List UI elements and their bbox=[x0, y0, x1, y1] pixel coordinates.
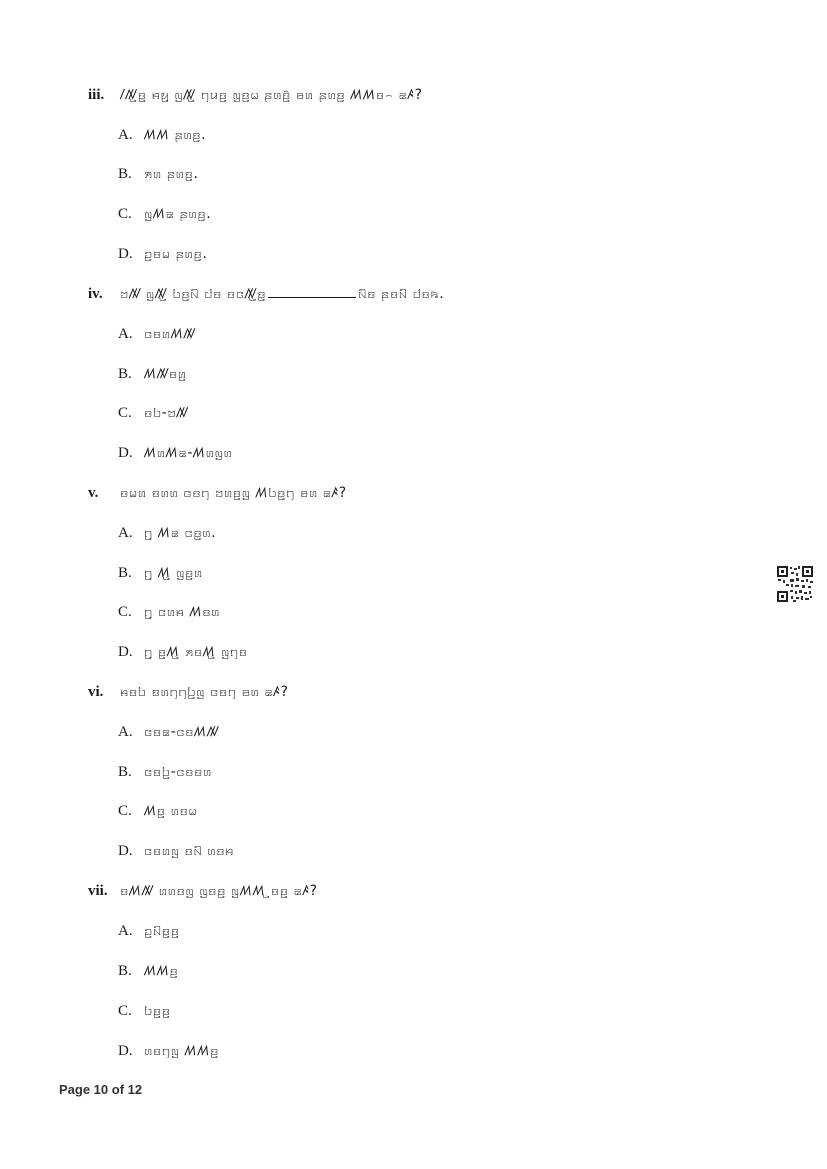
page-number: Page 10 of 12 bbox=[59, 1082, 143, 1097]
question-text-after: ꤡꤢ ꤔꤢꤡ ꤓꤢꤒ. bbox=[358, 286, 445, 302]
option-label: D. bbox=[118, 644, 133, 660]
option-label: C. bbox=[118, 405, 132, 421]
option-vi-d[interactable] bbox=[118, 838, 234, 862]
option-label: A. bbox=[118, 326, 133, 342]
option-v-b[interactable] bbox=[118, 560, 203, 584]
question-number: iii. bbox=[88, 87, 105, 103]
option-vi-c[interactable] bbox=[118, 798, 197, 822]
option-label: A. bbox=[118, 525, 133, 541]
question-iv bbox=[88, 281, 444, 305]
option-iii-d[interactable] bbox=[118, 241, 207, 265]
question-number: v. bbox=[88, 485, 99, 501]
option-v-a[interactable] bbox=[118, 520, 216, 544]
option-text: ꤍꤢꤘ-ꤍꤢꤵꤲ bbox=[144, 724, 219, 740]
option-text: ꤑꤢꤗ ꤔꤛꤢ꤬. bbox=[144, 246, 208, 262]
question-text: ꤢꤗꤛ ꤢꤛꤛ ꤍꤢꤚ ꤠꤛꤢ꤬ꤜ ꤵꤝꤢ꤭ꤚ ꤋꤛ ꤘꤴ? bbox=[120, 485, 347, 501]
option-iii-b[interactable] bbox=[118, 161, 198, 185]
option-v-c[interactable] bbox=[118, 599, 220, 623]
option-text: ꤎꤛ ꤔꤛꤢ꤬. bbox=[144, 166, 199, 182]
option-text: ꤵꤲꤢꤛ꤬ bbox=[144, 366, 187, 382]
question-number: iv. bbox=[88, 286, 103, 302]
question-text: ꤌꤢꤝ ꤢꤛꤚꤚꤝ꤬ꤜ ꤍꤢꤚ ꤋꤛ ꤘꤴ? bbox=[120, 684, 289, 700]
option-label: A. bbox=[118, 923, 133, 939]
option-label: A. bbox=[118, 724, 133, 740]
option-vii-a[interactable] bbox=[118, 918, 180, 942]
option-iv-b[interactable] bbox=[118, 361, 187, 385]
question-text: ꤢꤵꤲ ꤛꤛꤢꤜ ꤜꤢꤢ꤬ ꤜꤵꤵ ꤭ꤢꤢ꤬ ꤘꤴ? bbox=[120, 883, 318, 899]
option-text: ꤢꤝ-ꤠꤲ bbox=[144, 405, 189, 421]
question-number: vi. bbox=[88, 684, 104, 700]
fill-in-blank[interactable] bbox=[268, 283, 356, 298]
question-number: vii. bbox=[88, 883, 108, 899]
option-label: B. bbox=[118, 166, 132, 182]
option-text: ꤚ꤬ ꤵ꤭꤬ ꤜꤢ꤭ꤛ bbox=[144, 565, 203, 581]
question-v bbox=[88, 480, 347, 504]
option-text: ꤝꤢ꤭ꤢ꤬ bbox=[144, 1003, 171, 1019]
option-label: B. bbox=[118, 764, 132, 780]
option-text: ꤍꤢꤛꤵꤲ bbox=[144, 326, 196, 342]
question-iii bbox=[88, 82, 423, 106]
option-iv-d[interactable] bbox=[118, 440, 232, 464]
question-text: ꤠꤲ ꤜꤲ꤭ ꤝꤢ꤬ꤡ ꤓꤢ ꤢꤍꤲ꤭ꤢ꤭ bbox=[120, 286, 267, 302]
option-text: ꤵꤢ꤭ ꤛꤢꤗ bbox=[144, 803, 198, 819]
option-label: B. bbox=[118, 366, 132, 382]
option-v-d[interactable] bbox=[118, 639, 248, 663]
option-text: ꤜꤵꤘ ꤔꤛꤢ꤬. bbox=[144, 206, 212, 222]
option-iv-a[interactable] bbox=[118, 321, 196, 345]
option-vi-b[interactable] bbox=[118, 759, 212, 783]
option-label: D. bbox=[118, 445, 133, 461]
option-vii-d[interactable] bbox=[118, 1038, 219, 1062]
option-label: C. bbox=[118, 1003, 132, 1019]
option-label: B. bbox=[118, 565, 132, 581]
option-iii-c[interactable] bbox=[118, 201, 211, 225]
option-label: D. bbox=[118, 843, 133, 859]
question-vi bbox=[88, 679, 288, 703]
option-label: A. bbox=[118, 127, 133, 143]
option-text: ꤵꤵ ꤔꤛꤢ꤬. bbox=[144, 127, 207, 143]
option-label: B. bbox=[118, 963, 132, 979]
option-text: ꤚ꤬ ꤢ꤭ꤵ꤭ ꤎꤢꤵ꤭ ꤜꤚꤢ bbox=[144, 644, 248, 660]
option-label: C. bbox=[118, 604, 132, 620]
option-text: ꤍꤢꤝ꤬-ꤍꤢꤢꤛ bbox=[144, 764, 212, 780]
question-vii bbox=[88, 878, 318, 902]
question-text: ꤷꤲ꤬ꤢ꤭ ꤌꤟ꤬ ꤜꤲ꤭ ꤚꤣꤢ꤬ ꤜ꤫ꤢ꤬ꤗ ꤔꤛꤢ꤬ꤨ ꤋꤛ ꤔꤛꤢ꤬ ꤵꤵꤢ꤮ ꤘꤴ? bbox=[120, 87, 423, 103]
option-label: D. bbox=[118, 1043, 133, 1059]
option-iv-c[interactable] bbox=[118, 400, 188, 424]
option-label: C. bbox=[118, 206, 132, 222]
option-text: ꤵꤵꤢ꤬ bbox=[144, 963, 179, 979]
qr-code-icon bbox=[776, 565, 814, 603]
option-text: ꤑꤡꤢ꤭ꤢ꤬ bbox=[144, 923, 180, 939]
option-text: ꤍꤢꤛꤜ ꤢꤡ ꤛꤢꤌ bbox=[144, 843, 235, 859]
option-vii-c[interactable] bbox=[118, 998, 171, 1022]
option-vi-a[interactable] bbox=[118, 719, 219, 743]
option-vii-b[interactable] bbox=[118, 958, 178, 982]
option-iii-a[interactable] bbox=[118, 122, 206, 146]
option-text: ꤵꤛꤵꤘ-ꤵꤛꤜꤛ bbox=[144, 445, 233, 461]
option-text: ꤛꤢꤚꤜ ꤵꤵꤢ꤬ bbox=[144, 1043, 219, 1059]
option-text: ꤚ꤬ ꤵꤘ ꤍꤢ꤭ꤛ. bbox=[144, 525, 217, 541]
option-label: D. bbox=[118, 246, 133, 262]
option-label: C. bbox=[118, 803, 132, 819]
option-text: ꤚ꤬ ꤍꤛꤌ ꤵꤢꤛ bbox=[144, 604, 221, 620]
